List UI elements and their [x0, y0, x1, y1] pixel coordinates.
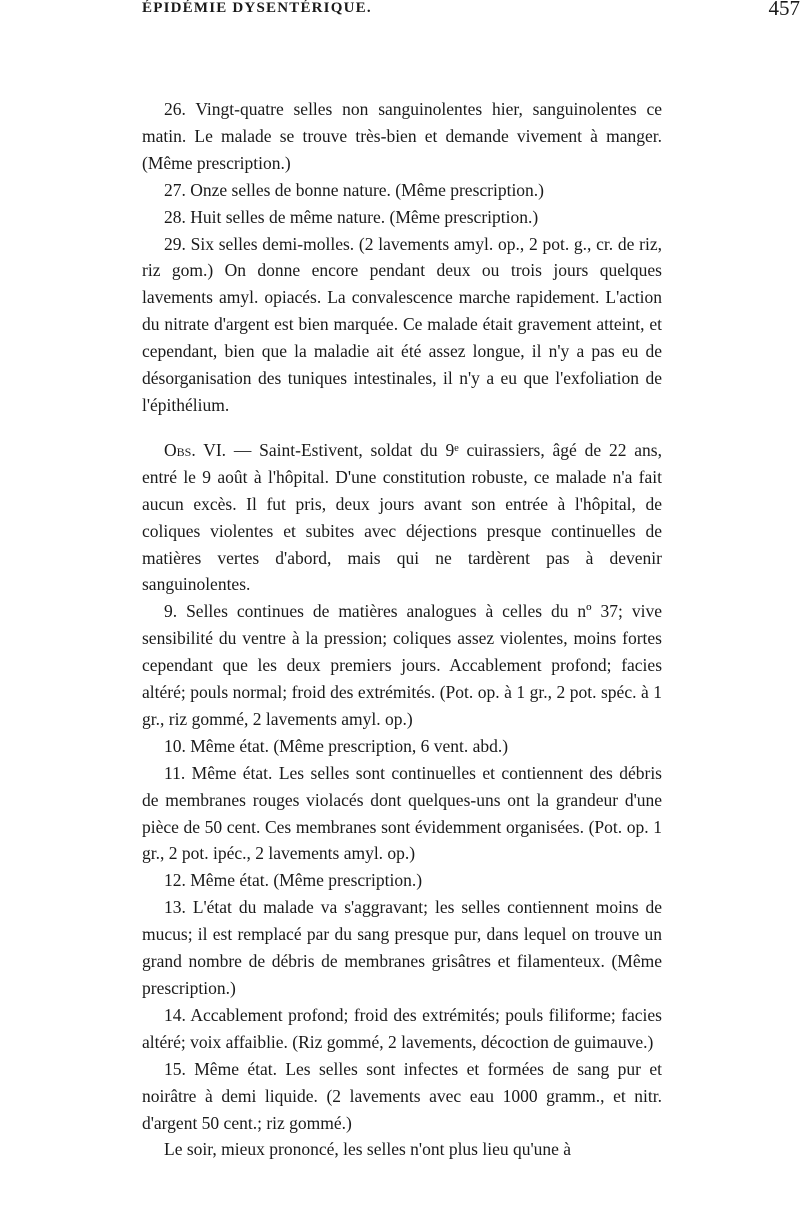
page-number: 457 [768, 0, 800, 20]
paragraph-evening: Le soir, mieux prononcé, les selles n'ont plus lieu qu'une à [164, 1139, 572, 1160]
observation-label: Obs. VI. [164, 439, 227, 460]
paragraph-day-14: 14. Accablement profond; froid des extrémités; pouls filiforme; facies altéré; voix affaiblie. (Riz gommé, 2 lavements, décoction de guimauve.) [142, 1004, 662, 1052]
paragraph-day-13: 13. L'état du malade va s'aggravant; les selles contiennent moins de mucus; il est remplacé par du sang presque pur, dans lequel on trouve un grand nombre de débris de membranes grisâtres et filamenteux. (Même prescription.) [142, 897, 662, 998]
paragraph-day-12: 12. Même état. (Même prescription.) [164, 870, 423, 891]
paragraph-day-9: 9. Selles continues de matières analogues à celles du nº 37; vive sensibilité du ventre à la pression; coliques assez violentes, moins fortes cependant que les deux premiers jours. Accablement profond; facies altéré; pouls normal; froid des extrémités. (Pot. op. à 1 gr., 2 pot. spéc. à 1 gr., riz gommé, 2 lavements amyl. op.) [142, 601, 662, 729]
observation-text: — Saint-Estivent, soldat du 9ᵉ cuirassiers, âgé de 22 ans, entré le 9 août à l'hôpital. D'une constitution robuste, ce malade n'a fait aucun excès. Il fut pris, deux jours avant son entrée à l'hôpital, de coliques violentes et subites avec déjections presque continuelles de matières vertes d'abord, mais qui ne tardèrent pas à devenir sanguinolentes. [142, 439, 662, 595]
observation-intro [142, 437, 662, 598]
paragraph-day-15: 15. Même état. Les selles sont infectes et formées de sang pur et noirâtre à demi liquide. (2 lavements avec eau 1000 gramm., et nitr. d'argent 50 cent.; riz gommé.) [142, 1058, 662, 1133]
paragraph-day-10: 10. Même état. (Même prescription, 6 vent. abd.) [164, 735, 509, 756]
paragraph-day-28: 28. Huit selles de même nature. (Même prescription.) [164, 206, 539, 227]
paragraph-day-26: 26. Vingt-quatre selles non sanguinolentes hier, sanguinolentes ce matin. Le malade se trouve très-bien et demande vivement à manger. (Même prescription.) [142, 99, 662, 173]
paragraph-day-29: 29. Six selles demi-molles. (2 lavements amyl. op., 2 pot. g., cr. de riz, riz gom.) On donne encore pendant deux ou trois jours quelques lavements amyl. opiacés. La convalescence marche rapidement. L'action du nitrate d'argent est bien marquée. Ce malade était gravement atteint, et cependant, bien que la maladie ait été assez longue, il n'y a pas eu de désorganisation des tuniques intestinales, il n'y a eu que l'exfoliation de l'épithélium. [142, 233, 662, 415]
running-header [0, 0, 800, 30]
paragraph-day-27: 27. Onze selles de bonne nature. (Même prescription.) [164, 179, 545, 200]
paragraph-day-11: 11. Même état. Les selles sont continuelles et contiennent des débris de membranes rouges violacés dont quelques-uns ont la grandeur d'une pièce de 50 cent. Ces membranes sont évidemment organisées. (Pot. op. 1 gr., 2 pot. ipéc., 2 lavements amyl. op.) [142, 762, 662, 864]
page-body [142, 96, 662, 1163]
running-title: ÉPIDÉMIE DYSENTÉRIQUE. [142, 0, 372, 16]
